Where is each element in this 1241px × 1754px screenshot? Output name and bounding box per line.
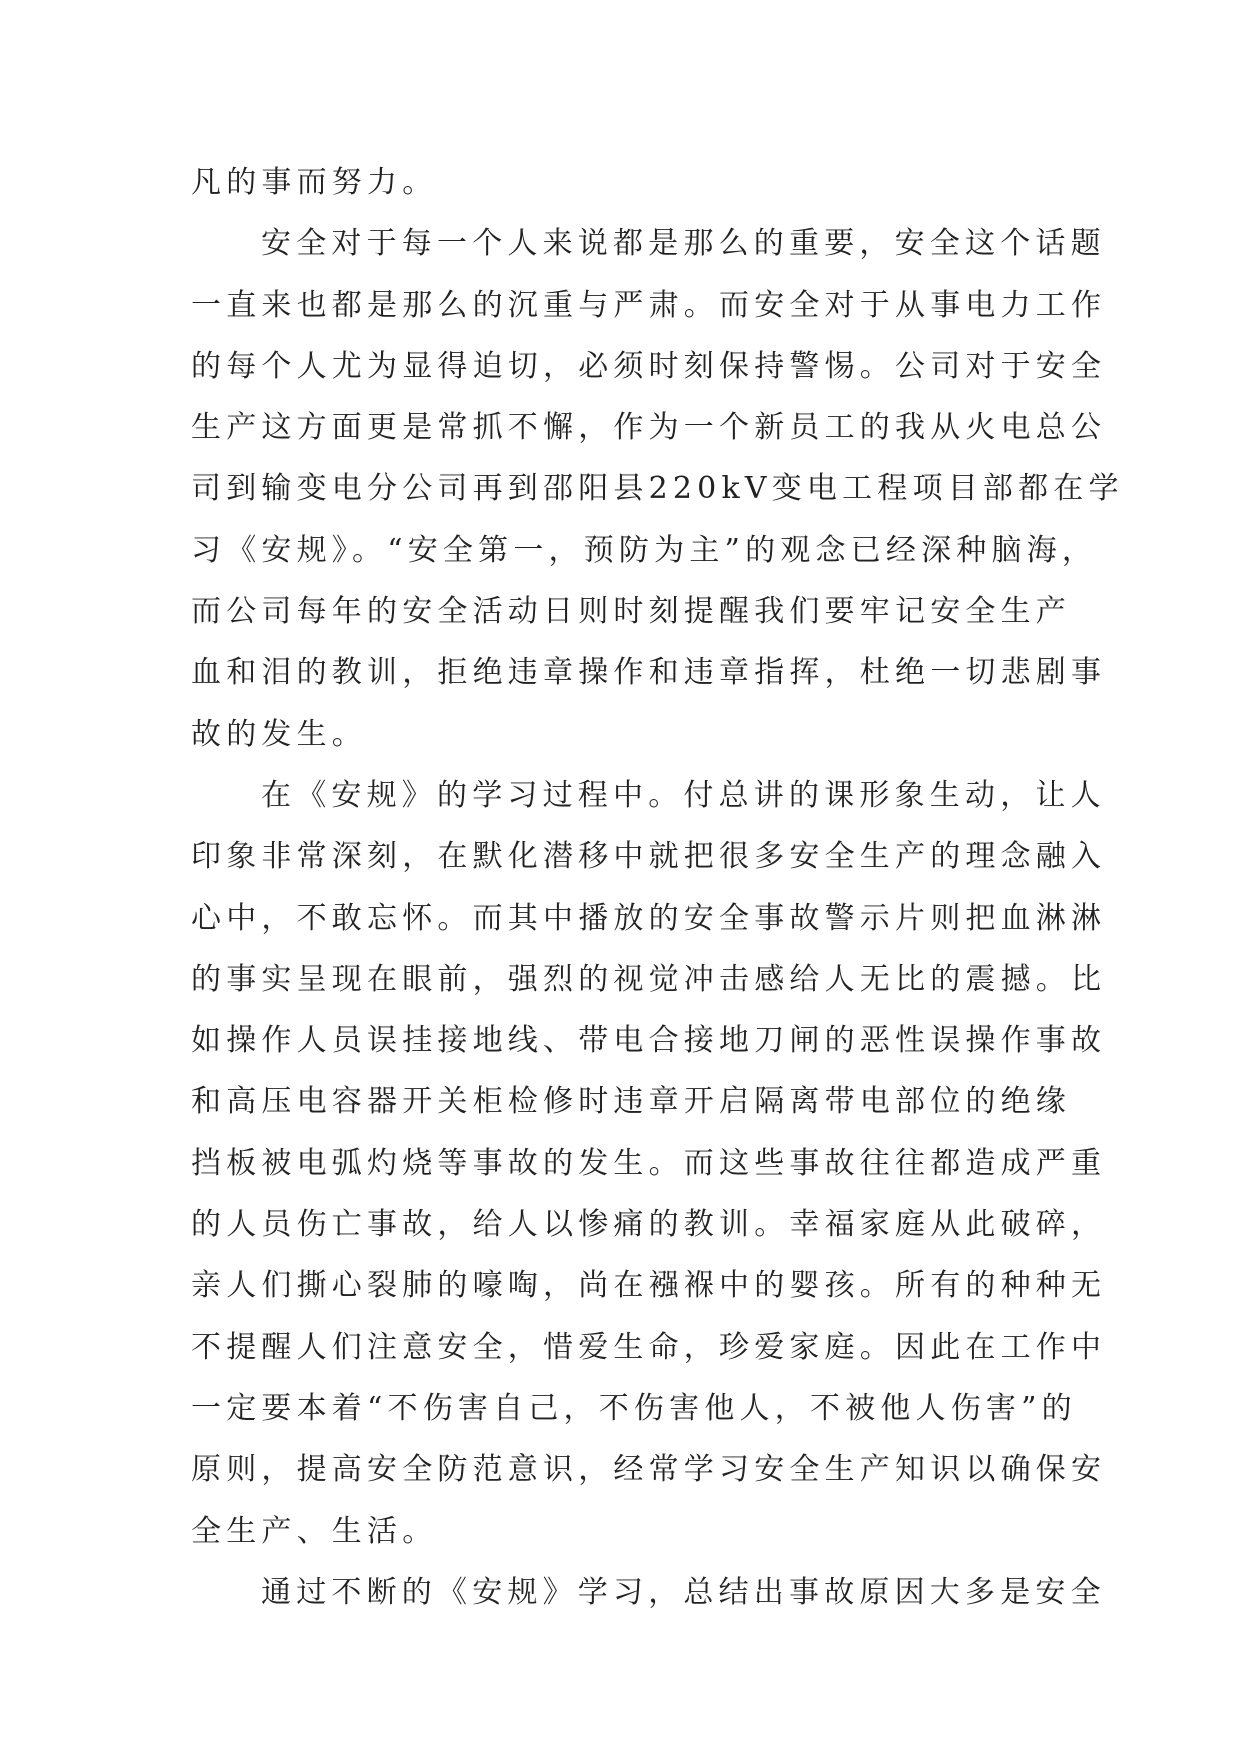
text-line: 习《安规》。“安全第一，预防为主”的观念已经深种脑海， <box>191 532 1098 568</box>
text-line: 而公司每年的安全活动日则时刻提醒我们要牢记安全生产 <box>191 594 1071 630</box>
text-line: 的每个人尤为显得迫切，必须时刻保持警惕。公司对于安全 <box>191 348 1107 384</box>
text-line: 司到输变电分公司再到邵阳县220kV变电工程项目部都在学 <box>191 471 1124 507</box>
text-line: 在《安规》的学习过程中。付总讲的课形象生动，让人 <box>261 777 1106 813</box>
text-line: 印象非常深刻，在默化潜移中就把很多安全生产的理念融入 <box>191 839 1107 875</box>
text-line: 凡的事而努力。 <box>191 165 438 200</box>
text-line: 一定要本着“不伤害自己，不伤害他人，不被他人伤害”的 <box>191 1390 1077 1426</box>
text-line: 原则，提高安全防范意识，经常学习安全生产知识以确保安 <box>191 1452 1107 1488</box>
text-line: 一直来也都是那么的沉重与严肃。而安全对于从事电力工作 <box>191 287 1107 323</box>
text-line: 故的发生。 <box>191 716 367 752</box>
text-line: 生产这方面更是常抓不懈，作为一个新员工的我从火电总公 <box>191 410 1107 446</box>
text-line: 心中，不敢忘怀。而其中播放的安全事故警示片则把血淋淋 <box>191 900 1107 936</box>
body-text <box>191 152 1124 1623</box>
text-line: 挡板被电弧灼烧等事故的发生。而这些事故往往都造成严重 <box>191 1145 1107 1181</box>
text-line: 血和泪的教训，拒绝违章操作和违章指挥，杜绝一切悲剧事 <box>191 655 1107 691</box>
text-line: 的人员伤亡事故，给人以惨痛的教训。幸福家庭从此破碎， <box>191 1207 1107 1243</box>
text-line: 亲人们撕心裂肺的嚎啕，尚在襁褓中的婴孩。所有的种种无 <box>191 1268 1107 1304</box>
text-line: 不提醒人们注意安全，惜爱生命，珍爱家庭。因此在工作中 <box>191 1329 1107 1365</box>
text-line: 全生产、生活。 <box>191 1513 438 1549</box>
text-line: 的事实呈现在眼前，强烈的视觉冲击感给人无比的震撼。比 <box>191 961 1107 997</box>
text-line: 安全对于每一个人来说都是那么的重要，安全这个话题 <box>261 226 1106 262</box>
text-line: 如操作人员误挂接地线、带电合接地刀闸的恶性误操作事故 <box>191 1023 1107 1059</box>
text-line: 和高压电容器开关柜检修时违章开启隔离带电部位的绝缘 <box>191 1084 1071 1120</box>
text-line: 通过不断的《安规》学习，总结出事故原因大多是安全 <box>261 1574 1106 1610</box>
